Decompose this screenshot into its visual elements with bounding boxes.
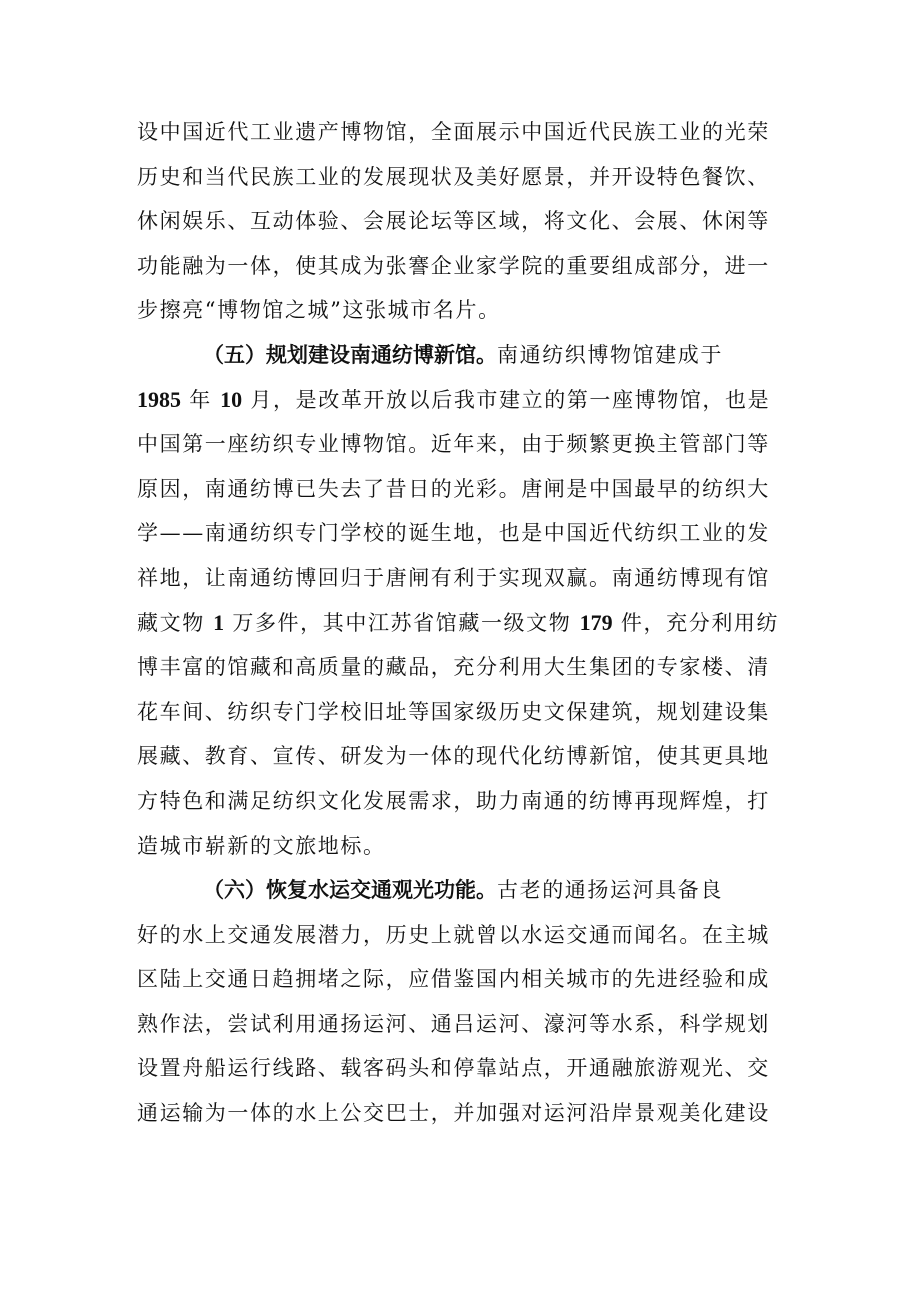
paragraph-line: 造城市崭新的文旅地标。: [137, 833, 386, 858]
paragraph-line: 区陆上交通日趋拥堵之际，应借鉴国内相关城市的先进经验和成: [137, 967, 770, 992]
paragraph-line: 设置舟船运行线路、载客码头和停靠站点，开通融旅游观光、交: [137, 1056, 770, 1081]
section-5-heading: （五）规划建设南通纺博新馆。: [203, 342, 497, 367]
paragraph-line: 方特色和满足纺织文化发展需求，助力南通的纺博再现辉煌，打: [137, 788, 770, 813]
paragraph-line: 设中国近代工业遗产博物馆，全面展示中国近代民族工业的光荣: [137, 120, 770, 144]
paragraph-line: 好的水上交通发展潜力，历史上就曾以水运交通而闻名。在主城: [137, 922, 770, 947]
paragraph-line: 原因，南通纺博已失去了昔日的光彩。唐闸是中国最早的纺织大: [137, 476, 770, 501]
paragraph-line: 学——南通纺织专门学校的诞生地，也是中国近代纺织工业的发: [137, 521, 770, 546]
section-6-heading: （六）恢复水运交通观光功能。: [203, 878, 497, 903]
paragraph-line: 功能融为一体，使其成为张謇企业家学院的重要组成部分，进一: [137, 253, 770, 278]
paragraph-line: 藏文物 1 万多件，其中江苏省馆藏一级文物 179 件，充分利用纺: [137, 609, 780, 635]
section-5-first-line: （五）规划建设南通纺博新馆。南通纺织博物馆建成于: [203, 342, 723, 367]
section-6-first-line: （六）恢复水运交通观光功能。古老的通扬运河具备良: [203, 878, 723, 903]
paragraph-line: 博丰富的馆藏和高质量的藏品，充分利用大生集团的专家楼、清: [137, 655, 770, 680]
paragraph-line: 1985 年 10 月，是改革开放以后我市建立的第一座博物馆，也是: [137, 386, 771, 412]
paragraph-line: 中国第一座纺织专业博物馆。近年来，由于频繁更换主管部门等: [137, 432, 770, 457]
paragraph-line: 展藏、教育、宣传、研发为一体的现代化纺博新馆，使其更具地: [137, 744, 770, 769]
paragraph-line: 祥地，让南通纺博回归于唐闸有利于实现双赢。南通纺博现有馆: [137, 565, 770, 590]
paragraph-line: 休闲娱乐、互动体验、会展论坛等区域，将文化、会展、休闲等: [137, 209, 770, 234]
document-page: [137, 110, 787, 1136]
paragraph-line: 步擦亮“博物馆之城”这张城市名片。: [137, 298, 501, 323]
paragraph-line: 通运输为一体的水上公交巴士，并加强对运河沿岸景观美化建设: [137, 1101, 770, 1126]
paragraph-line: 熟作法，尝试利用通扬运河、通吕运河、濠河等水系，科学规划: [137, 1011, 770, 1036]
paragraph-line: 历史和当代民族工业的发展现状及美好愿景，并开设特色餐饮、: [137, 164, 770, 189]
paragraph-line: 花车间、纺织专门学校旧址等国家级历史文保建筑，规划建设集: [137, 699, 770, 724]
